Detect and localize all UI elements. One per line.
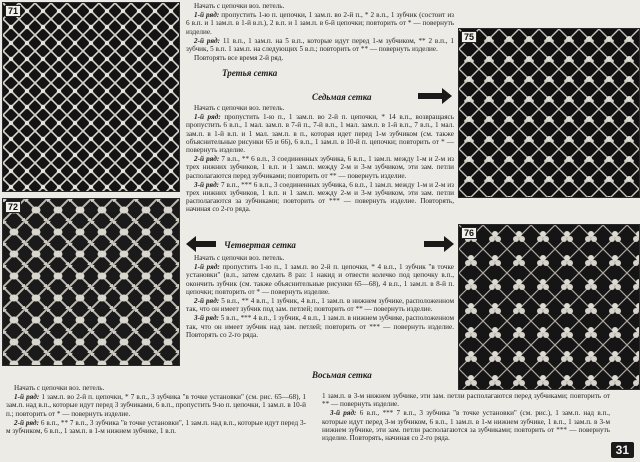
lattice-image xyxy=(3,199,179,365)
photo-76-eighth-net xyxy=(458,224,640,390)
third-net-text xyxy=(186,2,454,63)
row-3-instructions: 6 в.п., *** 7 в.п., 3 зубчика "в точке установки" (см. рис.), 1 зам.п. над в.п., которые идут перед 3-м зубчиком, 6 в.п., 1 зам.п. в 1-м нижнем зубчике, 1 в.п., 1 зам.п. в 3-м нижнем зубчике, эти зам. петли располагаются за зубчиками; повторить от *** — повернуть изделие. Повторять, начиная со 2-го ряда. xyxy=(322,409,611,443)
photo-number: 76 xyxy=(461,227,477,239)
photo-number: 72 xyxy=(5,201,21,213)
lattice-image xyxy=(459,225,639,389)
lattice-image xyxy=(3,3,179,191)
row-2-instructions: 6 в.п., ** 7 в.п., 3 зубчика "в точке установки", 1 зам.п. над в.п., которые идут перед 3-м зубчиком, 6 в.п., 1 зам.п. в 1-м нижнем зубчике, 1 в.п. xyxy=(6,418,307,436)
intro: Начать с цепочки воз. петель. xyxy=(194,254,285,262)
fourth-net-text xyxy=(186,254,454,340)
row-label: 3-й ряд: xyxy=(194,180,220,189)
row-3-instructions: 7 в.п., *** 6 в.п., 3 соединенных зубчика, 6 в.п., 1 зам.п. между 1-м и 2-м из трех нижних зубчиков, 1 в.п. и 1 зам.п. между 2-м и 3-м зубчиком, эти зам. петли располагаются за зубчиками; повторить от *** — повернуть изделие. Повторять, начиная со 2-го ряда. xyxy=(186,180,454,214)
heading-seventh-net: Седьмая сетка xyxy=(312,92,372,102)
row-label: 3-й ряд: xyxy=(194,314,219,323)
photo-number: 75 xyxy=(461,31,477,43)
row-2-continued: 1 зам.п. в 3-м нижнем зубчике, эти зам. петли располагаются перед зубчиками; повторить от ** — повернуть изделие. xyxy=(322,392,610,409)
row-2-instructions: 11 в.п., 1 зам.п. на 5 в.п., которые идут перед 1-м зубчиком, ** 2 в.п., 1 зубчик, 5 в.п. 1 зам.п. на следующих 5 в.п.; повторить от ** — повернуть изделие. xyxy=(186,36,454,54)
row-1-instructions: 1 зам.п. во 2-й п. цепочки, * 7 в.п., 3 зубчика "в точке установки" (см. рис. 65—68), 1 зам.п. над в.п., которые идут перед 3 зубчиками, 6 в.п., пропустить 9-ю п. цепочки, 1 зам.п. в 10-й п.; повторить от * — повернуть изделие. xyxy=(6,393,307,418)
arrow-right-icon xyxy=(418,88,452,104)
page-number: 31 xyxy=(611,442,634,458)
seventh-net-text xyxy=(186,104,454,215)
arrow-left-icon xyxy=(186,236,216,252)
row-1-instructions: пропустить 1-ю п., 1 зам.п. во 2-й п. цепочки, * 4 в.п., 1 зубчик "в точке установки" (в.п., затем сделать 8 раз: 1 накид и отвести колечко под цепочку в.п., окончить зубчик (см. также объяснительные рисунки 65—68), 4 в.п., 1 зам.п. в 8-й п. цепочки; повторить от * — повернуть изделие. xyxy=(186,263,454,296)
repeat-note: Повторять все время 2-й ряд. xyxy=(194,54,284,63)
row-1-instructions: пропустить 1-ю п. цепочки, 1 зам.п. во 2-й п., * 2 в.п., 1 зубчик (состоит из 6 в.п. и 1 зам.п. в 1-й в.п.), 2 в.п. и 1 зам.п. в 6-й цепочки; повторить от * — повернуть изделие. xyxy=(186,11,455,36)
row-label: 1-й ряд: xyxy=(194,113,221,122)
row-2-instructions: 5 в.п., ** 4 в.п., 1 зубчик, 4 в.п., 1 зам.п. в нижнем зубчике, расположенном так, что он имеет зубчик под зам. петлей; повторить от ** — повернуть изделие. xyxy=(186,297,454,314)
row-label: 3-й ряд: xyxy=(330,409,357,418)
intro: Начать с цепочки воз. петель. xyxy=(194,2,285,10)
photo-72-fourth-net xyxy=(2,198,180,366)
lattice-image xyxy=(459,29,639,197)
row-label: 2-й ряд: xyxy=(194,297,220,306)
row-label: 2-й ряд: xyxy=(194,36,220,45)
row-label: 2-й ряд: xyxy=(14,418,40,427)
heading-fourth-net: Четвертая сетка xyxy=(224,240,296,250)
heading-third-net: Третья сетка xyxy=(222,68,278,78)
row-label: 1-й ряд: xyxy=(194,263,220,272)
row-1-instructions: пропустить 1-ю п., 1 зам.п. во 2-й п. цепочки, * 14 в.п., возвращаясь пропустить 6 в.п., 1 мал. зам.п. в 7-й п., 7-й в.п., 1 мал. зам.п. в 1-й в.п., 7 в.п., 1 мал. зам.п. в 1-й в.п. и 1 мал. зам.п. в п., которая идет перед 1-м зубчиком (см. также объяснительные рисунки 65 и 66), 6 в.п., 1 зам.п. в 10-й п. цепочки; повторить от * — повернуть изделие. xyxy=(186,113,454,155)
photo-number: 71 xyxy=(5,5,21,17)
heading-eighth-net: Восьмая сетка xyxy=(312,370,372,380)
intro: Начать с цепочки воз. петель. xyxy=(14,384,105,392)
row-2-instructions: 7 в.п., ** 6 в.п., 3 соединенных зубчика, 6 в.п., 1 зам.п. между 1-м и 2-м из трех нижних зубчиков, 1 в.п. и 1 зам.п. между 2-м и 3-м зубчиком, эти зам. петли располагаются перед зубчиками; повторить от ** — повернуть изделие. xyxy=(186,155,454,180)
intro: Начать с цепочки воз. петель. xyxy=(194,104,285,112)
arrow-right-icon xyxy=(424,236,454,252)
eighth-net-text-right xyxy=(322,392,610,443)
row-label: 1-й ряд: xyxy=(14,393,40,402)
row-label: 1-й ряд: xyxy=(194,11,220,20)
photo-71-third-net xyxy=(2,2,180,192)
row-3-instructions: 5 в.п., *** 4 в.п., 1 зубчик, 4 в.п., 1 зам.п. в нижнем зубчике, расположенном так, что он имеет зубчик над зам. петлей; повторить от *** — повернуть изделие. Повторять со 2-го ряда. xyxy=(186,314,455,339)
row-label: 2-й ряд: xyxy=(194,155,220,164)
photo-75-seventh-net xyxy=(458,28,640,198)
eighth-net-text-left xyxy=(6,384,306,436)
